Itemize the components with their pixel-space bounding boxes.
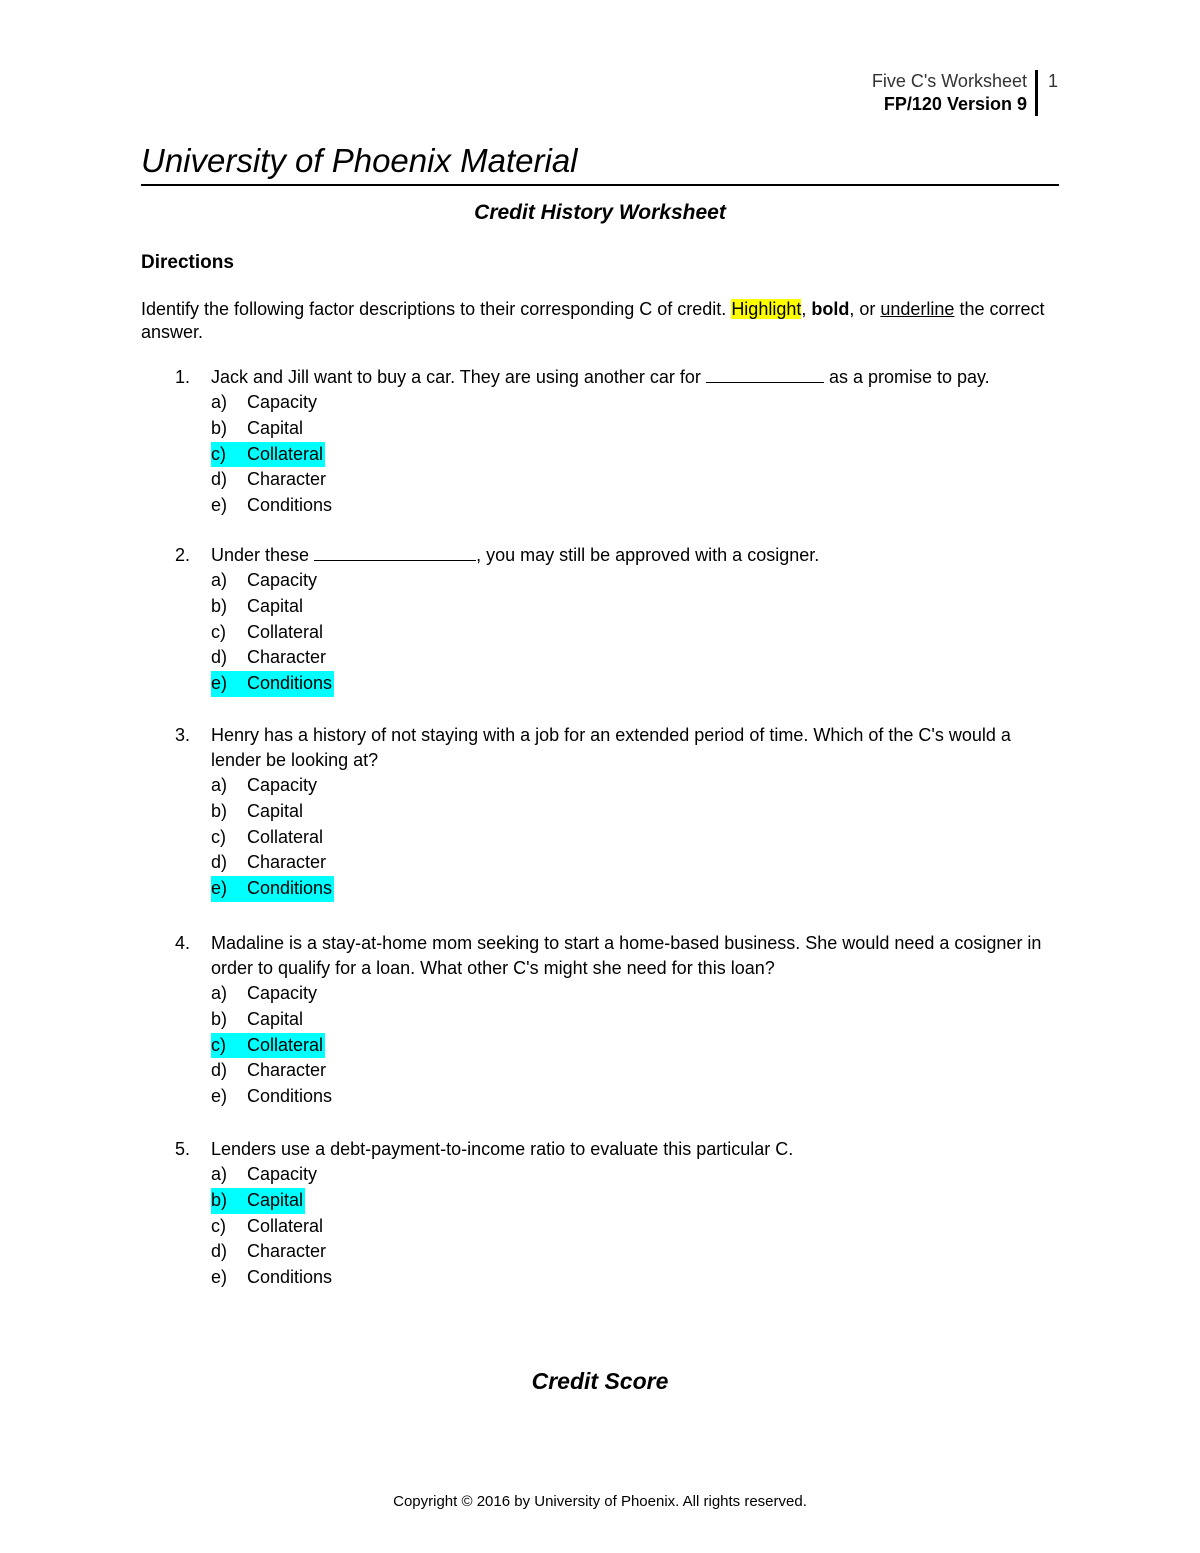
answer-option-b[interactable] bbox=[211, 594, 1055, 620]
question-text-before: Jack and Jill want to buy a car. They are using another car for bbox=[211, 367, 706, 387]
question-3 bbox=[175, 723, 1055, 902]
bold-word: bold bbox=[811, 299, 850, 319]
document-title: Credit History Worksheet bbox=[474, 201, 726, 224]
question-text: Lenders use a debt-payment-to-income ratio to evaluate this particular C. bbox=[211, 1139, 794, 1159]
option-letter: d) bbox=[211, 469, 228, 490]
credit-score-heading: Credit Score bbox=[531, 1368, 669, 1394]
option-letter: a) bbox=[211, 983, 228, 1003]
option-letter: c) bbox=[211, 443, 226, 464]
answer-option-a[interactable] bbox=[211, 568, 1055, 594]
answer-option-d[interactable] bbox=[211, 467, 1055, 493]
option-content bbox=[211, 1084, 334, 1110]
answer-option-e[interactable] bbox=[211, 876, 1055, 902]
question-4 bbox=[175, 931, 1055, 1110]
option-letter: c) bbox=[211, 1215, 226, 1236]
option-list bbox=[211, 1162, 1055, 1291]
option-letter: b) bbox=[211, 1008, 228, 1029]
answer-option-d[interactable] bbox=[211, 850, 1055, 876]
option-letter: e) bbox=[211, 878, 228, 899]
option-label: Conditions bbox=[247, 495, 333, 516]
answer-option-e[interactable] bbox=[211, 671, 1055, 697]
option-content bbox=[211, 1007, 305, 1033]
option-letter: b) bbox=[211, 595, 228, 616]
header-version: FP/120 Version 9 bbox=[883, 94, 1027, 114]
option-label: Capital bbox=[247, 595, 304, 616]
header-lines bbox=[872, 70, 1035, 116]
option-label: Character bbox=[247, 852, 327, 873]
answer-option-e[interactable] bbox=[211, 493, 1055, 519]
option-letter: c) bbox=[211, 621, 226, 642]
answer-option-c[interactable] bbox=[211, 620, 1055, 646]
question-text: Henry has a history of not staying with a job for an extended period of time. Which of the C's would a lender be looking at? bbox=[211, 725, 1011, 770]
option-label: Collateral bbox=[247, 621, 324, 642]
option-content bbox=[211, 671, 334, 697]
option-label: Character bbox=[247, 1060, 327, 1081]
option-content bbox=[211, 773, 319, 799]
underline-word: underline bbox=[880, 299, 955, 319]
directions-text-after: the correct answer. bbox=[141, 299, 1045, 342]
option-letter: b) bbox=[211, 1189, 228, 1210]
directions-heading: Directions bbox=[141, 252, 234, 273]
copyright-footer: Copyright © 2016 by University of Phoenix. All rights reserved. bbox=[393, 1493, 807, 1510]
answer-option-d[interactable] bbox=[211, 1058, 1055, 1084]
answer-option-b[interactable] bbox=[211, 1188, 1055, 1214]
option-label: Conditions bbox=[247, 673, 333, 694]
option-label: Capital bbox=[247, 417, 304, 438]
directions-sep-2: , or bbox=[849, 299, 881, 319]
option-content bbox=[211, 1214, 325, 1240]
option-letter: a) bbox=[211, 570, 228, 590]
option-label: Character bbox=[247, 469, 327, 490]
option-letter: b) bbox=[211, 800, 228, 821]
answer-option-b[interactable] bbox=[211, 1007, 1055, 1033]
option-label: Capacity bbox=[247, 1164, 318, 1184]
option-content bbox=[211, 981, 319, 1007]
option-letter: e) bbox=[211, 495, 228, 516]
answer-option-c[interactable] bbox=[211, 1214, 1055, 1240]
option-label: Capital bbox=[247, 800, 304, 821]
answer-option-c[interactable] bbox=[211, 825, 1055, 851]
question-text: Madaline is a stay-at-home mom seeking to start a home-based business. She would need a cosigner in order to qualify for a loan. What other C's might she need for this loan? bbox=[211, 933, 1042, 978]
option-content bbox=[211, 416, 305, 442]
option-content bbox=[211, 850, 328, 876]
option-label: Collateral bbox=[247, 826, 324, 847]
page-header bbox=[872, 70, 1058, 116]
option-list bbox=[211, 773, 1055, 902]
option-label: Capacity bbox=[247, 570, 318, 590]
answer-option-d[interactable] bbox=[211, 645, 1055, 671]
answer-option-c[interactable] bbox=[211, 442, 1055, 468]
question-number: 3. bbox=[175, 725, 191, 745]
option-letter: c) bbox=[211, 1034, 226, 1055]
option-label: Collateral bbox=[247, 443, 324, 464]
option-label: Conditions bbox=[247, 1267, 333, 1288]
option-content bbox=[211, 568, 319, 594]
answer-option-a[interactable] bbox=[211, 773, 1055, 799]
option-label: Capital bbox=[247, 1008, 304, 1029]
answer-option-a[interactable] bbox=[211, 981, 1055, 1007]
option-letter: e) bbox=[211, 1086, 228, 1107]
option-label: Collateral bbox=[247, 1034, 324, 1055]
option-letter: b) bbox=[211, 417, 228, 438]
option-content bbox=[211, 390, 319, 416]
answer-option-a[interactable] bbox=[211, 1162, 1055, 1188]
brand-title: University of Phoenix Material bbox=[141, 140, 1059, 186]
answer-option-c[interactable] bbox=[211, 1033, 1055, 1059]
option-content bbox=[211, 1239, 328, 1265]
option-content bbox=[211, 442, 325, 468]
option-letter: e) bbox=[211, 1267, 228, 1288]
answer-blank bbox=[314, 545, 476, 561]
question-text-after: as a promise to pay. bbox=[823, 367, 990, 387]
option-content bbox=[211, 645, 328, 671]
option-label: Character bbox=[247, 647, 327, 668]
option-content bbox=[211, 467, 328, 493]
header-title: Five C's Worksheet bbox=[871, 71, 1027, 91]
option-letter: d) bbox=[211, 852, 228, 873]
option-list bbox=[211, 390, 1055, 519]
option-content bbox=[211, 1265, 334, 1291]
answer-option-b[interactable] bbox=[211, 416, 1055, 442]
answer-option-e[interactable] bbox=[211, 1084, 1055, 1110]
option-label: Character bbox=[247, 1241, 327, 1262]
option-label: Capital bbox=[247, 1189, 304, 1210]
question-text bbox=[211, 365, 1055, 390]
question-number: 5. bbox=[175, 1139, 191, 1159]
answer-option-a[interactable] bbox=[211, 390, 1055, 416]
option-letter: a) bbox=[211, 1164, 228, 1184]
question-5 bbox=[175, 1137, 1055, 1291]
option-letter: e) bbox=[211, 673, 228, 694]
option-label: Capacity bbox=[247, 775, 318, 795]
question-number: 4. bbox=[175, 933, 191, 953]
option-content bbox=[211, 493, 334, 519]
option-content bbox=[211, 594, 305, 620]
highlight-word: Highlight bbox=[731, 299, 802, 319]
option-letter: a) bbox=[211, 775, 228, 795]
option-letter: d) bbox=[211, 647, 228, 668]
option-content bbox=[211, 1033, 325, 1059]
option-content bbox=[211, 620, 325, 646]
option-label: Conditions bbox=[247, 878, 333, 899]
option-content bbox=[211, 825, 325, 851]
option-letter: d) bbox=[211, 1060, 228, 1081]
answer-blank bbox=[706, 367, 824, 383]
question-number: 1. bbox=[175, 367, 191, 387]
option-content bbox=[211, 1188, 305, 1214]
option-letter: c) bbox=[211, 826, 226, 847]
directions-sep-1: , bbox=[801, 299, 812, 319]
question-2 bbox=[175, 543, 1055, 697]
option-content bbox=[211, 799, 305, 825]
answer-option-d[interactable] bbox=[211, 1239, 1055, 1265]
question-number: 2. bbox=[175, 545, 191, 565]
directions-text-before: Identify the following factor descriptions to their corresponding C of credit. bbox=[141, 299, 732, 319]
option-label: Capacity bbox=[247, 983, 318, 1003]
option-label: Capacity bbox=[247, 392, 318, 412]
option-list bbox=[211, 981, 1055, 1110]
question-1 bbox=[175, 365, 1055, 519]
option-label: Collateral bbox=[247, 1215, 324, 1236]
question-text-after: , you may still be approved with a cosigner. bbox=[476, 545, 820, 565]
option-content bbox=[211, 1058, 328, 1084]
question-text-before: Under these bbox=[211, 545, 315, 565]
option-letter: a) bbox=[211, 392, 228, 412]
option-label: Conditions bbox=[247, 1086, 333, 1107]
option-letter: d) bbox=[211, 1241, 228, 1262]
directions-text bbox=[141, 298, 1051, 344]
answer-option-b[interactable] bbox=[211, 799, 1055, 825]
answer-option-e[interactable] bbox=[211, 1265, 1055, 1291]
page-number: 1 bbox=[1047, 71, 1058, 91]
option-content bbox=[211, 876, 334, 902]
question-text bbox=[211, 543, 1055, 568]
option-content bbox=[211, 1162, 319, 1188]
option-list bbox=[211, 568, 1055, 697]
